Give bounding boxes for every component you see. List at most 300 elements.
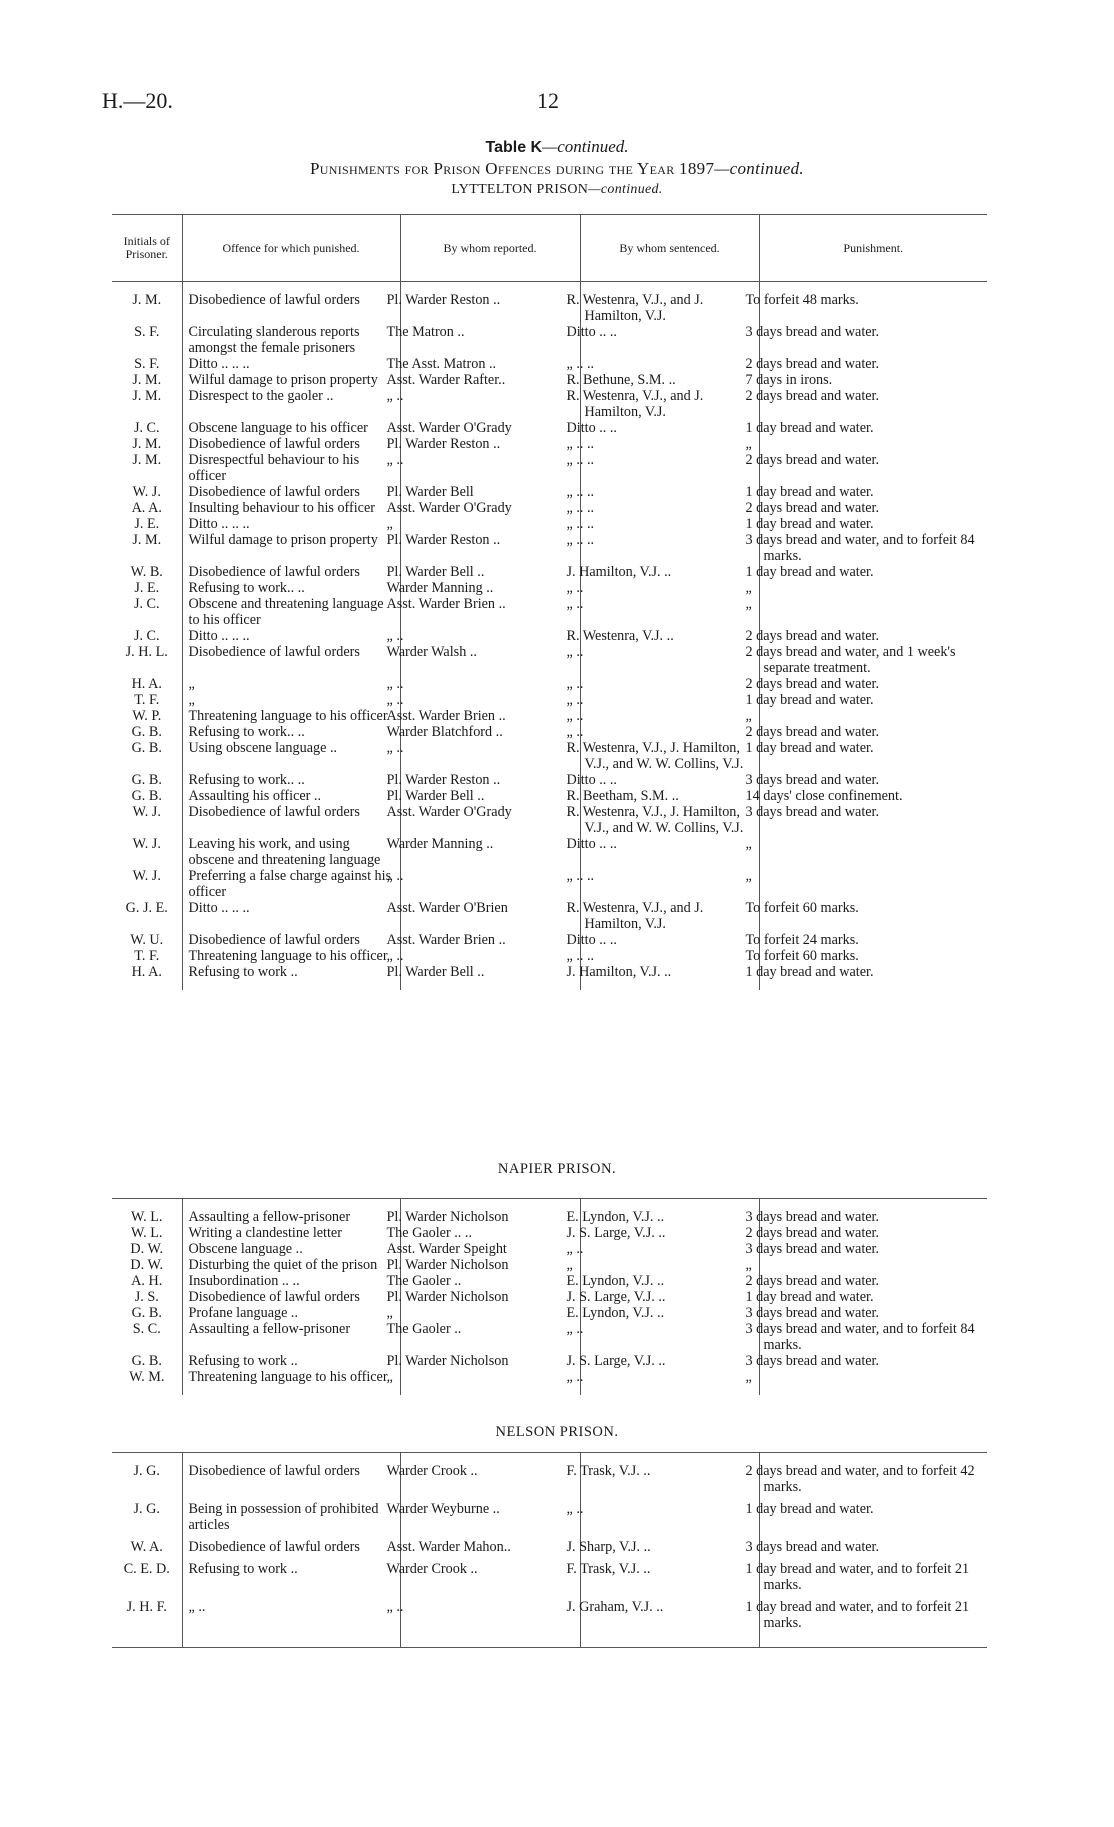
initials-cell: J. M. <box>132 372 162 388</box>
table-row <box>112 1241 987 1257</box>
initials-cell: C. E. D. <box>123 1561 170 1577</box>
offence-cell: „ <box>182 676 400 692</box>
initials-cell: J. M. <box>132 436 162 452</box>
reported-cell: The Matron .. <box>400 324 580 356</box>
sentenced-cell: „ .. .. <box>580 868 759 900</box>
punishment-cell: 3 days bread and water. <box>759 1305 987 1321</box>
initials-cell: J. M. <box>132 452 162 468</box>
table-row <box>112 724 987 740</box>
punishment-cell: 2 days bread and water. <box>759 676 987 692</box>
punishment-cell: 3 days bread and water. <box>759 804 987 836</box>
initials-cell: J. M. <box>132 388 162 404</box>
initials-cell: W. A. <box>130 1539 163 1555</box>
punishment-cell: 2 days bread and water. <box>759 1273 987 1289</box>
initials-cell: S. F. <box>134 356 160 372</box>
reported-cell: The Gaoler .. .. <box>400 1225 580 1241</box>
spacer-row <box>112 1385 987 1395</box>
punishment-cell: 1 day bread and water. <box>759 692 987 708</box>
punishment-cell: 2 days bread and water. <box>759 452 987 484</box>
sentenced-cell: „ .. .. <box>580 948 759 964</box>
table-row <box>112 1273 987 1289</box>
table-row <box>112 804 987 836</box>
napier-rows <box>112 1199 987 1396</box>
punishment-cell: 2 days bread and water. <box>759 1225 987 1241</box>
reported-cell: Pl. Warder Nicholson <box>400 1209 580 1225</box>
initials-cell: S. F. <box>134 324 160 340</box>
napier-table <box>112 1198 987 1395</box>
initials-cell: G. B. <box>131 1353 162 1369</box>
reported-cell: Asst. Warder Mahon.. <box>400 1539 580 1561</box>
punishment-cell: 3 days bread and water. <box>759 1241 987 1257</box>
initials-cell: D. W. <box>130 1257 164 1273</box>
reported-cell: Asst. Warder O'Grady <box>400 500 580 516</box>
reported-cell: Pl. Warder Bell .. <box>400 564 580 580</box>
offence-cell: Disobedience of lawful orders <box>182 436 400 452</box>
punishment-cell: 3 days bread and water. <box>759 1539 987 1561</box>
sentenced-cell: J. Hamilton, V.J. .. <box>580 964 759 980</box>
punishment-cell: „ <box>759 708 987 724</box>
sentenced-cell: „ .. <box>580 596 759 628</box>
table-heading: Punishments for Prison Offences during the Year 1897—continued. <box>310 159 804 178</box>
sentenced-cell: „ .. .. <box>580 436 759 452</box>
col-header-punishment: Punishment. <box>759 215 987 282</box>
offence-cell: Ditto .. .. .. <box>182 628 400 644</box>
offence-cell: Refusing to work .. <box>182 1561 400 1599</box>
initials-cell: W. L. <box>131 1209 163 1225</box>
spacer-row <box>112 1637 987 1648</box>
table-row <box>112 420 987 436</box>
reported-cell: Pl. Warder Reston .. <box>400 532 580 564</box>
table-row <box>112 356 987 372</box>
initials-cell: J. G. <box>133 1463 160 1479</box>
initials-cell: A. H. <box>131 1273 163 1289</box>
table-row <box>112 452 987 484</box>
spacer-row <box>112 1199 987 1210</box>
punishment-cell: 2 days bread and water. <box>759 388 987 420</box>
table-row <box>112 436 987 452</box>
sentenced-cell: „ .. <box>580 708 759 724</box>
offence-cell: Wilful damage to prison property <box>182 532 400 564</box>
offence-cell: Ditto .. .. .. <box>182 516 400 532</box>
initials-cell: D. W. <box>130 1241 164 1257</box>
spacer-row <box>112 1453 987 1464</box>
punishment-cell: To forfeit 60 marks. <box>759 900 987 932</box>
table-row <box>112 292 987 324</box>
offence-cell: Ditto .. .. .. <box>182 900 400 932</box>
initials-cell: G. J. E. <box>125 900 168 916</box>
table-row <box>112 516 987 532</box>
spacer-row <box>112 282 987 293</box>
reported-cell: Pl. Warder Reston .. <box>400 436 580 452</box>
table-row <box>112 1289 987 1305</box>
punishment-cell: 2 days bread and water. <box>759 500 987 516</box>
reported-cell: The Gaoler .. <box>400 1273 580 1289</box>
offence-cell: Disobedience of lawful orders <box>182 804 400 836</box>
sentenced-cell: R. Beetham, S.M. .. <box>580 788 759 804</box>
table-row <box>112 1561 987 1599</box>
lyttelton-rows <box>112 282 987 991</box>
initials-cell: J. G. <box>133 1501 160 1517</box>
reported-cell: Pl. Warder Nicholson <box>400 1353 580 1369</box>
sentenced-cell: Ditto .. .. <box>580 772 759 788</box>
punishment-cell: 2 days bread and water, and 1 week's separate treatment. <box>759 644 987 676</box>
table-row <box>112 580 987 596</box>
reported-cell: „ .. <box>400 452 580 484</box>
initials-cell: J. C. <box>133 628 160 644</box>
sentenced-cell: „ .. .. <box>580 356 759 372</box>
sentenced-cell: R. Westenra, V.J., and J. Hamilton, V.J. <box>580 900 759 932</box>
reported-cell: „ <box>400 516 580 532</box>
sentenced-cell: F. Trask, V.J. .. <box>580 1463 759 1501</box>
punishment-cell: 1 day bread and water. <box>759 1289 987 1305</box>
sentenced-cell: Ditto .. .. <box>580 324 759 356</box>
table-row <box>112 964 987 980</box>
punishment-cell: 1 day bread and water. <box>759 564 987 580</box>
punishment-cell: „ <box>759 836 987 868</box>
punishment-cell: 3 days bread and water. <box>759 1209 987 1225</box>
sentenced-cell: „ .. <box>580 724 759 740</box>
offence-cell: Disturbing the quiet of the prison <box>182 1257 400 1273</box>
punishment-cell: „ <box>759 580 987 596</box>
table-row <box>112 692 987 708</box>
offence-cell: Writing a clandestine letter <box>182 1225 400 1241</box>
initials-cell: J. E. <box>134 580 160 596</box>
initials-cell: H. A. <box>131 964 162 980</box>
punishment-cell: 2 days bread and water. <box>759 356 987 372</box>
sentenced-cell: „ .. <box>580 1241 759 1257</box>
reported-cell: Pl. Warder Nicholson <box>400 1257 580 1273</box>
offence-cell: Disobedience of lawful orders <box>182 564 400 580</box>
initials-cell: G. B. <box>131 740 162 756</box>
initials-cell: W. L. <box>131 1225 163 1241</box>
sentenced-cell: R. Westenra, V.J., and J. Hamilton, V.J. <box>580 388 759 420</box>
table-row <box>112 740 987 772</box>
punishment-cell: 1 day bread and water. <box>759 964 987 980</box>
punishment-cell: 1 day bread and water. <box>759 1501 987 1539</box>
initials-cell: J. H. L. <box>125 644 168 660</box>
initials-cell: A. A. <box>131 500 162 516</box>
table-row <box>112 1463 987 1501</box>
nelson-table <box>112 1452 987 1648</box>
offence-cell: Threatening language to his officer <box>182 708 400 724</box>
table-row <box>112 484 987 500</box>
initials-cell: W. B. <box>130 564 163 580</box>
reported-cell: Warder Crook .. <box>400 1561 580 1599</box>
table-row <box>112 932 987 948</box>
punishment-cell: „ <box>759 1369 987 1385</box>
table-row <box>112 596 987 628</box>
nelson-heading: NELSON PRISON. <box>495 1424 619 1440</box>
initials-cell: G. B. <box>131 788 162 804</box>
reported-cell: Warder Crook .. <box>400 1463 580 1501</box>
punishment-cell: 1 day bread and water, and to forfeit 21 marks. <box>759 1561 987 1599</box>
punishment-cell: To forfeit 48 marks. <box>759 292 987 324</box>
initials-cell: W. M. <box>129 1369 165 1385</box>
initials-cell: J. C. <box>133 596 160 612</box>
reported-cell: Pl. Warder Reston .. <box>400 292 580 324</box>
reported-cell: Asst. Warder Brien .. <box>400 708 580 724</box>
reported-cell: Warder Manning .. <box>400 580 580 596</box>
offence-cell: Obscene language to his officer <box>182 420 400 436</box>
sentenced-cell: E. Lyndon, V.J. .. <box>580 1273 759 1289</box>
reported-cell: Warder Blatchford .. <box>400 724 580 740</box>
sentenced-cell: J. Hamilton, V.J. .. <box>580 564 759 580</box>
reported-cell: „ .. <box>400 628 580 644</box>
sentenced-cell: „ .. <box>580 1369 759 1385</box>
table-row <box>112 1353 987 1369</box>
punishment-cell: 1 day bread and water. <box>759 516 987 532</box>
reported-cell: Warder Weyburne .. <box>400 1501 580 1539</box>
table-label: Table K—continued. <box>485 137 629 156</box>
offence-cell: Circulating slanderous reports amongst the female prisoners <box>182 324 400 356</box>
table-row <box>112 324 987 356</box>
initials-cell: J. H. F. <box>126 1599 167 1615</box>
initials-cell: T. F. <box>134 948 160 964</box>
reported-cell: Asst. Warder Rafter.. <box>400 372 580 388</box>
reported-cell: Asst. Warder Speight <box>400 1241 580 1257</box>
initials-cell: G. B. <box>131 1305 162 1321</box>
offence-cell: Refusing to work .. <box>182 1353 400 1369</box>
initials-cell: J. E. <box>134 516 160 532</box>
offence-cell: Insubordination .. .. <box>182 1273 400 1289</box>
offence-cell: Threatening language to his officer <box>182 948 400 964</box>
offence-cell: Refusing to work.. .. <box>182 724 400 740</box>
reported-cell: Asst. Warder Brien .. <box>400 932 580 948</box>
offence-cell: Obscene and threatening language to his officer <box>182 596 400 628</box>
reported-cell: Pl. Warder Bell .. <box>400 964 580 980</box>
table-row <box>112 788 987 804</box>
reported-cell: Warder Manning .. <box>400 836 580 868</box>
punishment-cell: 3 days bread and water, and to forfeit 84 marks. <box>759 1321 987 1353</box>
reported-cell: „ .. <box>400 948 580 964</box>
punishment-cell: 1 day bread and water. <box>759 484 987 500</box>
punishment-cell: 3 days bread and water. <box>759 772 987 788</box>
table-row <box>112 676 987 692</box>
sentenced-cell: Ditto .. .. <box>580 420 759 436</box>
prison-heading: LYTTELTON PRISON—continued. <box>451 182 663 197</box>
napier-heading: NAPIER PRISON. <box>497 1161 617 1177</box>
initials-cell: W. J. <box>132 804 161 820</box>
initials-cell: T. F. <box>134 692 160 708</box>
lyttelton-table <box>112 214 987 990</box>
reported-cell: „ .. <box>400 676 580 692</box>
table-row <box>112 1539 987 1561</box>
sentenced-cell: J. Graham, V.J. .. <box>580 1599 759 1637</box>
sentenced-cell: Ditto .. .. <box>580 836 759 868</box>
initials-cell: W. J. <box>132 868 161 884</box>
sentenced-cell: J. S. Large, V.J. .. <box>580 1289 759 1305</box>
sentenced-cell: R. Westenra, V.J., J. Hamilton, V.J., and W. W. Collins, V.J. <box>580 740 759 772</box>
initials-cell: G. B. <box>131 772 162 788</box>
reported-cell: „ .. <box>400 388 580 420</box>
initials-cell: S. C. <box>132 1321 161 1337</box>
sentenced-cell: „ .. <box>580 1501 759 1539</box>
punishment-cell: 3 days bread and water. <box>759 1353 987 1369</box>
offence-cell: Profane language .. <box>182 1305 400 1321</box>
reported-cell: „ .. <box>400 868 580 900</box>
offence-cell: Using obscene language .. <box>182 740 400 772</box>
table-row <box>112 372 987 388</box>
offence-cell: Assaulting a fellow-prisoner <box>182 1321 400 1353</box>
offence-cell: Disobedience of lawful orders <box>182 1539 400 1561</box>
table-row <box>112 1257 987 1273</box>
sentenced-cell: E. Lyndon, V.J. .. <box>580 1305 759 1321</box>
table-row <box>112 532 987 564</box>
initials-cell: J. M. <box>132 532 162 548</box>
table-row <box>112 1209 987 1225</box>
offence-cell: Disobedience of lawful orders <box>182 644 400 676</box>
offence-cell: Disrespectful behaviour to his officer <box>182 452 400 484</box>
reported-cell: Pl. Warder Reston .. <box>400 772 580 788</box>
punishment-cell: 14 days' close confinement. <box>759 788 987 804</box>
initials-cell: W. J. <box>132 836 161 852</box>
punishment-cell: 3 days bread and water. <box>759 324 987 356</box>
reported-cell: The Gaoler .. <box>400 1321 580 1353</box>
col-header-reported: By whom reported. <box>400 215 580 282</box>
table-row <box>112 772 987 788</box>
initials-cell: J. S. <box>134 1289 159 1305</box>
punishment-cell: 1 day bread and water. <box>759 420 987 436</box>
col-header-offence: Offence for which punished. <box>182 215 400 282</box>
punishment-cell: „ <box>759 436 987 452</box>
table-row <box>112 1321 987 1353</box>
punishment-cell: 7 days in irons. <box>759 372 987 388</box>
table-row <box>112 388 987 420</box>
offence-cell: Preferring a false charge against his officer <box>182 868 400 900</box>
punishment-cell: 2 days bread and water. <box>759 724 987 740</box>
sentenced-cell: R. Bethune, S.M. .. <box>580 372 759 388</box>
punishment-cell: 1 day bread and water, and to forfeit 21 marks. <box>759 1599 987 1637</box>
offence-cell: „ <box>182 692 400 708</box>
offence-cell: Disobedience of lawful orders <box>182 1463 400 1501</box>
sentenced-cell: „ .. <box>580 644 759 676</box>
initials-cell: W. U. <box>130 932 164 948</box>
reported-cell: Asst. Warder Brien .. <box>400 596 580 628</box>
offence-cell: Disobedience of lawful orders <box>182 1289 400 1305</box>
sentenced-cell: „ .. .. <box>580 532 759 564</box>
sentenced-cell: „ .. <box>580 580 759 596</box>
punishment-cell: To forfeit 60 marks. <box>759 948 987 964</box>
offence-cell: Refusing to work.. .. <box>182 580 400 596</box>
sentenced-cell: „ .. .. <box>580 500 759 516</box>
sentenced-cell: Ditto .. .. <box>580 932 759 948</box>
reported-cell: Warder Walsh .. <box>400 644 580 676</box>
offence-cell: Refusing to work.. .. <box>182 772 400 788</box>
sentenced-cell: „ <box>580 1257 759 1273</box>
table-row <box>112 1599 987 1637</box>
sentenced-cell: „ .. <box>580 676 759 692</box>
table-row <box>112 500 987 516</box>
table-row <box>112 900 987 932</box>
punishment-cell: „ <box>759 1257 987 1273</box>
punishment-cell: „ <box>759 596 987 628</box>
punishment-cell: To forfeit 24 marks. <box>759 932 987 948</box>
table-row <box>112 564 987 580</box>
sentenced-cell: J. S. Large, V.J. .. <box>580 1225 759 1241</box>
sentenced-cell: F. Trask, V.J. .. <box>580 1561 759 1599</box>
sentenced-cell: „ .. <box>580 1321 759 1353</box>
reported-cell: „ .. <box>400 740 580 772</box>
reported-cell: „ <box>400 1305 580 1321</box>
offence-cell: „ .. <box>182 1599 400 1637</box>
table-row <box>112 1501 987 1539</box>
reported-cell: Pl. Warder Nicholson <box>400 1289 580 1305</box>
reported-cell: „ <box>400 1369 580 1385</box>
punishment-cell: 2 days bread and water. <box>759 628 987 644</box>
sentenced-cell: J. S. Large, V.J. .. <box>580 1353 759 1369</box>
sentenced-cell: „ .. .. <box>580 452 759 484</box>
offence-cell: Being in possession of prohibited articles <box>182 1501 400 1539</box>
offence-cell: Assaulting a fellow-prisoner <box>182 1209 400 1225</box>
initials-cell: J. C. <box>133 420 160 436</box>
sentenced-cell: „ .. .. <box>580 484 759 500</box>
punishment-cell: 3 days bread and water, and to forfeit 84 marks. <box>759 532 987 564</box>
offence-cell: Assaulting his officer .. <box>182 788 400 804</box>
offence-cell: Refusing to work .. <box>182 964 400 980</box>
table-row <box>112 1305 987 1321</box>
col-header-sentenced: By whom sentenced. <box>580 215 759 282</box>
offence-cell: Disobedience of lawful orders <box>182 292 400 324</box>
sentenced-cell: E. Lyndon, V.J. .. <box>580 1209 759 1225</box>
spacer-row <box>112 980 987 990</box>
sentenced-cell: J. Sharp, V.J. .. <box>580 1539 759 1561</box>
sentenced-cell: R. Westenra, V.J., J. Hamilton, V.J., and W. W. Collins, V.J. <box>580 804 759 836</box>
offence-cell: Leaving his work, and using obscene and threatening language <box>182 836 400 868</box>
offence-cell: Disobedience of lawful orders <box>182 932 400 948</box>
reported-cell: Pl. Warder Bell <box>400 484 580 500</box>
initials-cell: J. M. <box>132 292 162 308</box>
sentenced-cell: „ .. .. <box>580 516 759 532</box>
punishment-cell: 1 day bread and water. <box>759 740 987 772</box>
initials-cell: W. P. <box>132 708 162 724</box>
offence-cell: Threatening language to his officer <box>182 1369 400 1385</box>
sentenced-cell: R. Westenra, V.J., and J. Hamilton, V.J. <box>580 292 759 324</box>
table-row <box>112 628 987 644</box>
sentenced-cell: „ .. <box>580 692 759 708</box>
table-row <box>112 708 987 724</box>
reported-cell: „ .. <box>400 692 580 708</box>
punishment-cell: 2 days bread and water, and to forfeit 42 marks. <box>759 1463 987 1501</box>
reported-cell: „ .. <box>400 1599 580 1637</box>
offence-cell: Disrespect to the gaoler .. <box>182 388 400 420</box>
table-row <box>112 644 987 676</box>
table-row <box>112 1225 987 1241</box>
offence-cell: Ditto .. .. .. <box>182 356 400 372</box>
reported-cell: Asst. Warder O'Brien <box>400 900 580 932</box>
reported-cell: Asst. Warder O'Grady <box>400 804 580 836</box>
punishment-cell: „ <box>759 868 987 900</box>
initials-cell: G. B. <box>131 724 162 740</box>
table-row <box>112 836 987 868</box>
table-row <box>112 1369 987 1385</box>
nelson-rows <box>112 1453 987 1648</box>
document-reference: H.—20. <box>102 88 173 113</box>
table-row <box>112 948 987 964</box>
initials-cell: H. A. <box>131 676 162 692</box>
sentenced-cell: R. Westenra, V.J. .. <box>580 628 759 644</box>
reported-cell: Pl. Warder Bell .. <box>400 788 580 804</box>
table-row <box>112 868 987 900</box>
reported-cell: The Asst. Matron .. <box>400 356 580 372</box>
page-number: 12 <box>537 88 559 113</box>
col-header-initials: Initials of Prisoner. <box>112 215 182 282</box>
initials-cell: W. J. <box>132 484 161 500</box>
offence-cell: Obscene language .. <box>182 1241 400 1257</box>
offence-cell: Insulting behaviour to his officer <box>182 500 400 516</box>
reported-cell: Asst. Warder O'Grady <box>400 420 580 436</box>
offence-cell: Wilful damage to prison property <box>182 372 400 388</box>
offence-cell: Disobedience of lawful orders <box>182 484 400 500</box>
